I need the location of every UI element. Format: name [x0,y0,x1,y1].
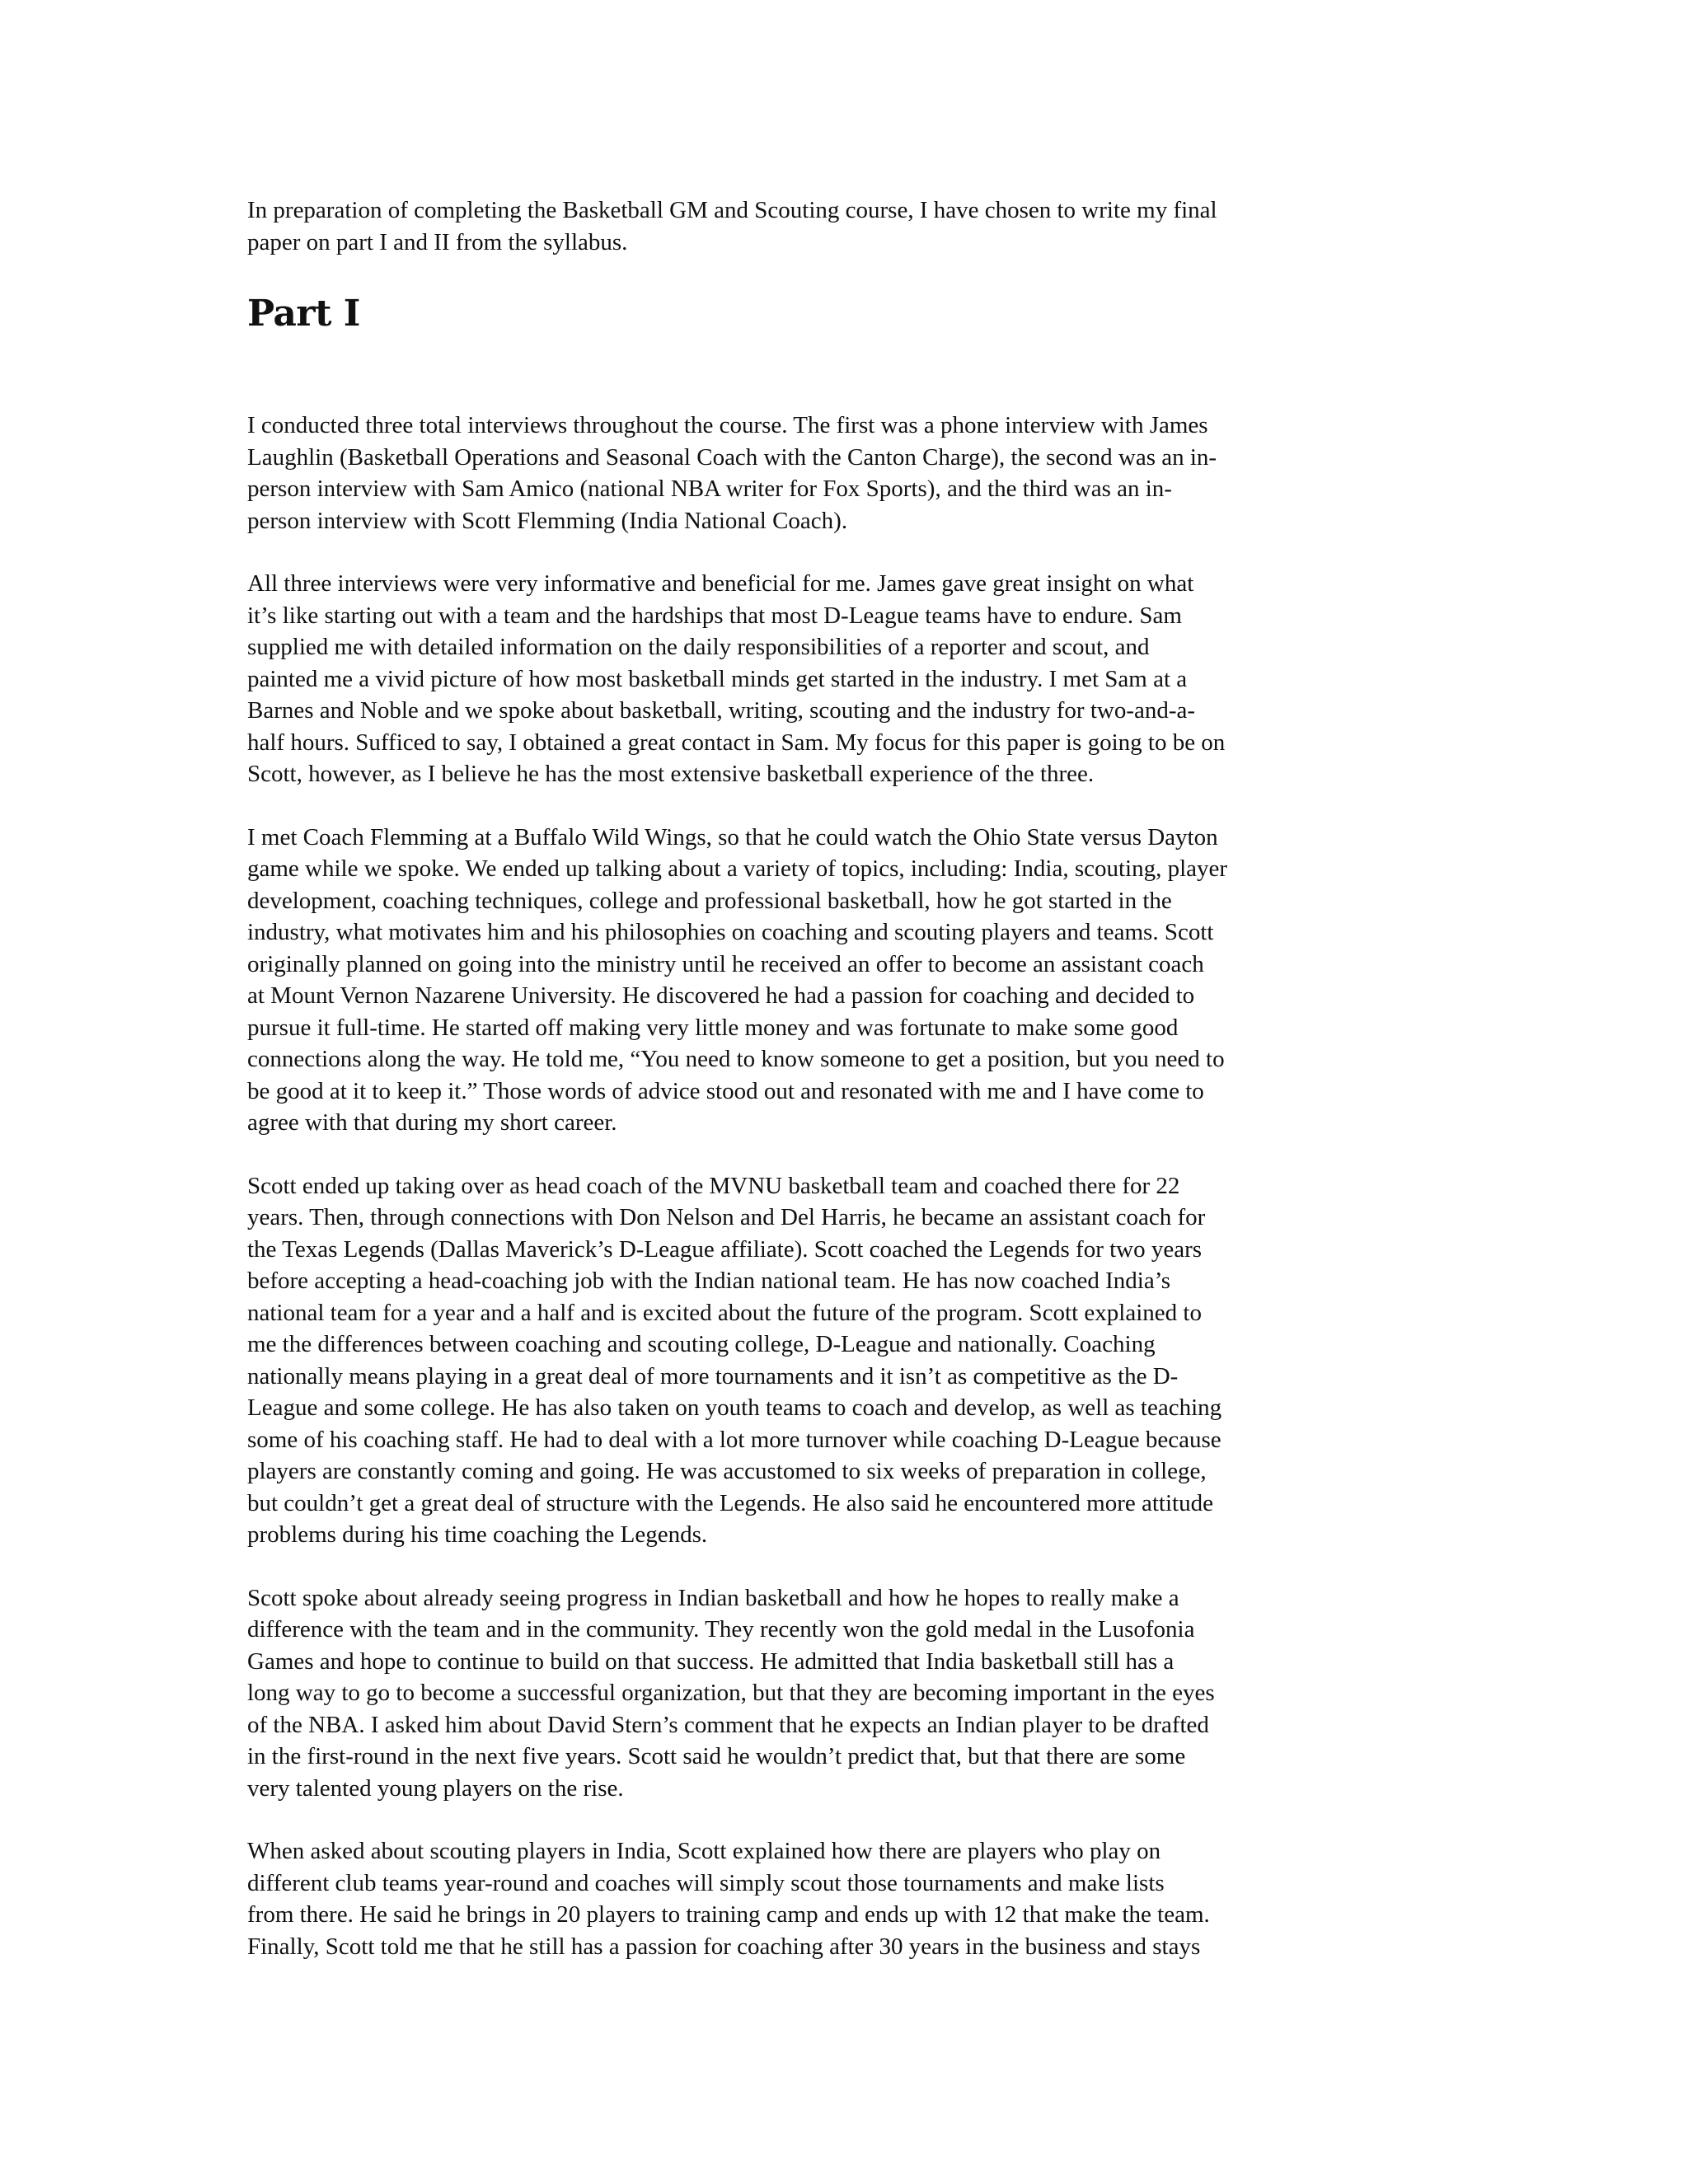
text-line: long way to go to become a successful organization, but that they are becoming important in the eyes [247,1680,1215,1706]
text-line: Scott, however, as I believe he has the most extensive basketball experience of the three. [247,761,1095,787]
text-line: at Mount Vernon Nazarene University. He discovered he had a passion for coaching and decided to [247,982,1195,1009]
text-line: connections along the way. He told me, “You need to know someone to get a position, but you need to [247,1046,1225,1072]
text-line: League and some college. He has also taken on youth teams to coach and develop, as well as teaching [247,1394,1222,1421]
text-line: years. Then, through connections with Don Nelson and Del Harris, he became an assistant coach for [247,1204,1206,1230]
text-line: agree with that during my short career. [247,1109,617,1136]
text-line: person interview with Sam Amico (national NBA writer for Fox Sports), and the third was an in- [247,476,1172,502]
intro-paragraph [247,194,1426,258]
text-line: paper on part I and II from the syllabus. [247,228,628,255]
text-line: game while we spoke. We ended up talking about a variety of topics, including: India, scouting, player [247,855,1228,882]
text-line: In preparation of completing the Basketball GM and Scouting course, I have chosen to write my final [247,197,1217,223]
text-line: of the NBA. I asked him about David Stern’s comment that he expects an Indian player to be drafted [247,1711,1209,1738]
text-line: When asked about scouting players in India, Scott explained how there are players who play on [247,1838,1161,1864]
text-line: before accepting a head-coaching job with the Indian national team. He has now coached India’s [247,1268,1171,1294]
text-line: difference with the team and in the community. They recently won the gold medal in the Lusofonia [247,1616,1195,1643]
paragraph-interviews [247,410,1426,537]
text-line: nationally means playing in a great deal of more tournaments and it isn’t as competitive as the D- [247,1362,1179,1390]
paragraph-scouting-india [247,1835,1426,1962]
text-line: supplied me with detailed information on the daily responsibilities of a reporter and scout, and [247,634,1150,660]
text-line: some of his coaching staff. He had to deal with a lot more turnover while coaching D-League because [247,1426,1221,1453]
text-line: Games and hope to continue to build on that success. He admitted that India basketball still has a [247,1647,1175,1675]
text-line: it’s like starting out with a team and the hardships that most D-League teams have to endure. Sam [247,602,1182,629]
text-line: I met Coach Flemming at a Buffalo Wild Wings, so that he could watch the Ohio State versus Dayton [247,823,1218,851]
text-line: different club teams year-round and coaches will simply scout those tournaments and make lists [247,1869,1165,1896]
text-line: but couldn’t get a great deal of structure with the Legends. He also said he encountered more attitude [247,1489,1213,1516]
text-line: Barnes and Noble and we spoke about basketball, writing, scouting and the industry for two-and-a- [247,697,1196,724]
text-line: All three interviews were very informative and beneficial for me. James gave great insight on what [247,570,1194,597]
text-line: be good at it to keep it.” Those words of advice stood out and resonated with me and I have come to [247,1077,1204,1104]
text-line: half hours. Sufficed to say, I obtained a great contact in Sam. My focus for this paper is going to be on [247,729,1226,756]
text-line: Laughlin (Basketball Operations and Seasonal Coach with the Canton Charge), the second was an in- [247,443,1217,471]
section-heading: Part I [247,293,360,335]
text-line: pursue it full-time. He started off making very little money and was fortunate to make some good [247,1014,1179,1041]
document-page [247,194,1426,1994]
text-line: person interview with Scott Flemming (India National Coach). [247,507,848,534]
text-line: national team for a year and a half and is excited about the future of the program. Scott explained to [247,1299,1202,1326]
text-line: me the differences between coaching and scouting college, D-League and nationally. Coaching [247,1331,1156,1357]
text-line: from there. He said he brings in 20 players to training camp and ends up with 12 that make the team. [247,1901,1210,1928]
text-line: players are constantly coming and going. He was accustomed to six weeks of preparation in college, [247,1458,1207,1484]
paragraph-career [247,1170,1426,1551]
text-line: Scott spoke about already seeing progress in Indian basketball and how he hopes to really make a [247,1584,1179,1611]
text-line: the Texas Legends (Dallas Maverick’s D-League affiliate). Scott coached the Legends for two years [247,1235,1203,1263]
text-line: industry, what motivates him and his philosophies on coaching and scouting players and teams. Scott [247,919,1214,945]
text-line: in the first-round in the next five years. Scott said he wouldn’t predict that, but that there are some [247,1743,1186,1769]
text-line: Finally, Scott told me that he still has a passion for coaching after 30 years in the business and stays [247,1933,1201,1960]
paragraph-coach-flemming [247,822,1426,1139]
text-line: painted me a vivid picture of how most basketball minds get started in the industry. I met Sam at a [247,665,1188,692]
text-line: I conducted three total interviews throughout the course. The first was a phone interview with James [247,412,1208,438]
text-line: development, coaching techniques, college and professional basketball, how he got started in the [247,887,1172,914]
text-line: problems during his time coaching the Legends. [247,1521,708,1548]
text-line: Scott ended up taking over as head coach of the MVNU basketball team and coached there for 22 [247,1172,1180,1199]
paragraph-insights [247,568,1426,790]
text-line: originally planned on going into the ministry until he received an offer to become an assistant coach [247,950,1204,977]
text-line: very talented young players on the rise. [247,1774,624,1802]
paragraph-indian-basketball [247,1582,1426,1805]
